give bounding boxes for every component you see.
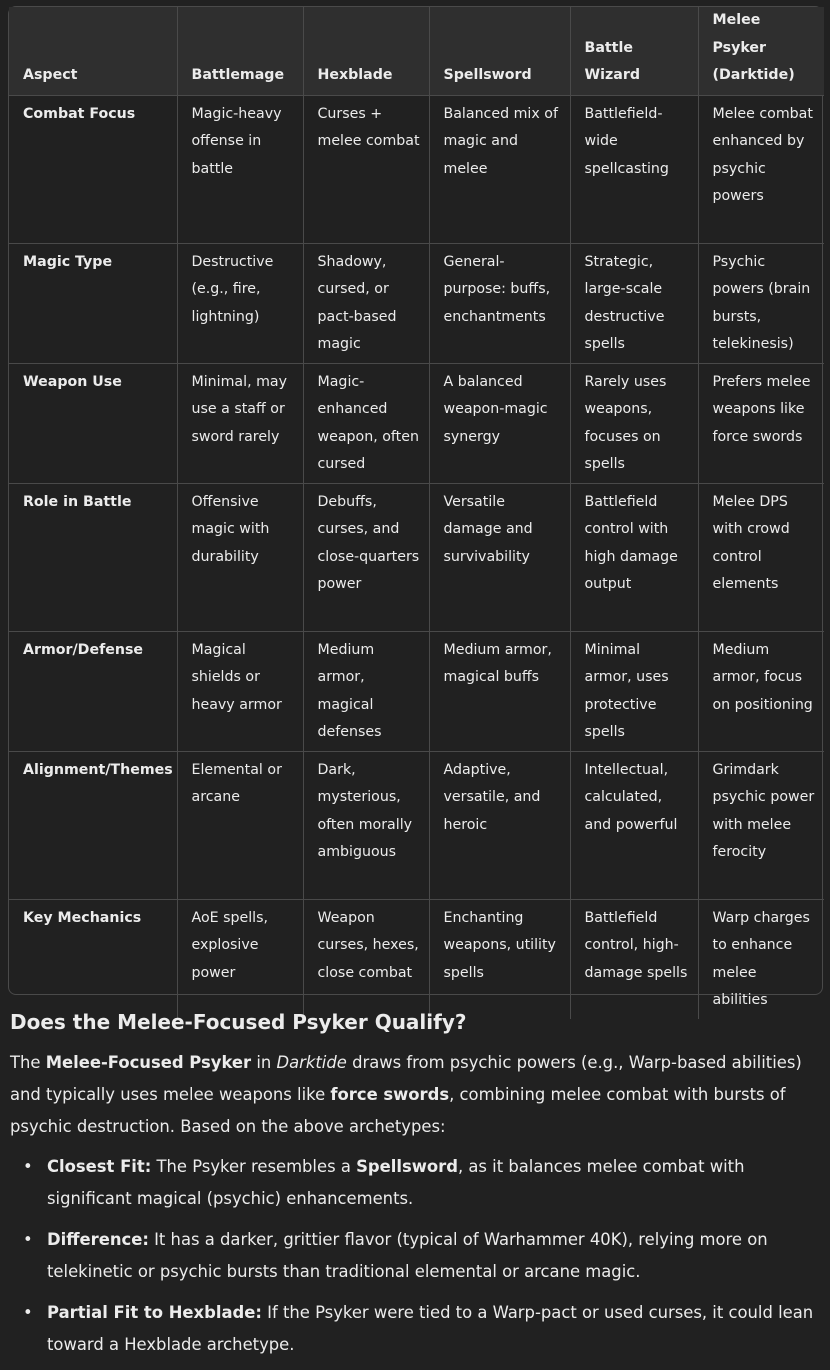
table-cell: Psychic powers (brain bursts, telekinesis) [698, 243, 824, 363]
table-cell: A balanced weapon-magic synergy [429, 363, 570, 483]
column-header: Aspect [9, 7, 177, 95]
table-row [9, 363, 824, 483]
table-cell: Rarely uses weapons, focuses on spells [570, 363, 698, 483]
table-cell: Versatile damage and survivability [429, 483, 570, 631]
table-cell: Minimal armor, uses protective spells [570, 631, 698, 751]
list-item-label: Difference: [47, 1230, 149, 1249]
row-aspect-label: Weapon Use [9, 363, 177, 483]
table-row [9, 751, 824, 899]
table-cell: Battlefield control, high-damage spells [570, 899, 698, 1019]
table-row [9, 95, 824, 243]
list-item-text: If the Psyker were tied to a Warp-pact or used curses, it could lean toward a Hexblade archetype. [47, 1303, 814, 1354]
table-cell: Magical shields or heavy armor [177, 631, 303, 751]
intro-italic-title: Darktide [276, 1053, 347, 1072]
table-cell: Weapon curses, hexes, close combat [303, 899, 429, 1019]
row-aspect-label: Magic Type [9, 243, 177, 363]
row-aspect-label: Combat Focus [9, 95, 177, 243]
intro-text: The [10, 1053, 46, 1072]
bullet-icon: • [23, 1230, 33, 1249]
table-cell: Warp charges to enhance melee abilities [698, 899, 824, 1019]
table-cell: Shadowy, cursed, or pact-based magic [303, 243, 429, 363]
row-aspect-label: Armor/Defense [9, 631, 177, 751]
bullet-icon: • [23, 1157, 33, 1176]
table-cell: Battlefield-wide spellcasting [570, 95, 698, 243]
list-item [23, 1151, 826, 1215]
table-cell: Grimdark psychic power with melee ferocity [698, 751, 824, 899]
intro-text: in [251, 1053, 277, 1072]
list-item-text: The Psyker resembles a [151, 1157, 357, 1176]
column-header: Spellsword [429, 7, 570, 95]
list-item-text: It has a darker, grittier flavor (typical of Warhammer 40K), relying more on telekinetic or psychic bursts than traditional elemental or arcane magic. [47, 1230, 768, 1281]
table-cell: Melee DPS with crowd control elements [698, 483, 824, 631]
table-row [9, 899, 824, 1019]
table-cell: Melee combat enhanced by psychic powers [698, 95, 824, 243]
list-item-bold: Spellsword [356, 1157, 458, 1176]
column-header: Battlemage [177, 7, 303, 95]
table-cell: Prefers melee weapons like force swords [698, 363, 824, 483]
table-cell: Curses + melee combat [303, 95, 429, 243]
column-header: Battle Wizard [570, 7, 698, 95]
table-cell: Dark, mysterious, often morally ambiguous [303, 751, 429, 899]
table-row [9, 631, 824, 751]
row-aspect-label: Role in Battle [9, 483, 177, 631]
list-item [23, 1297, 826, 1361]
table-cell: Medium armor, magical defenses [303, 631, 429, 751]
list-item-text: , as it balances melee combat with significant magical (psychic) enhancements. [47, 1157, 745, 1208]
table-cell: Strategic, large-scale destructive spells [570, 243, 698, 363]
bullet-list [10, 1151, 826, 1361]
intro-paragraph [10, 1047, 826, 1143]
table-row [9, 243, 824, 363]
bullet-icon: • [23, 1303, 33, 1322]
comparison-table-container [8, 6, 823, 1008]
table-cell: Minimal, may use a staff or sword rarely [177, 363, 303, 483]
answer-section [10, 1004, 826, 1370]
table-cell: Intellectual, calculated, and powerful [570, 751, 698, 899]
intro-text: , combining melee combat with bursts of psychic destruction. Based on the above archetypes: [10, 1085, 786, 1136]
table-cell: Medium armor, magical buffs [429, 631, 570, 751]
section-heading: Does the Melee-Focused Psyker Qualify? [10, 1010, 467, 1034]
table-cell: Elemental or arcane [177, 751, 303, 899]
table-cell: Balanced mix of magic and melee [429, 95, 570, 243]
list-item [23, 1224, 826, 1288]
table-cell: Magic-enhanced weapon, often cursed [303, 363, 429, 483]
table-header-row [9, 7, 824, 95]
row-aspect-label: Key Mechanics [9, 899, 177, 1019]
list-item-label: Closest Fit: [47, 1157, 152, 1176]
table-cell: Battlefield control with high damage output [570, 483, 698, 631]
table-cell: Magic-heavy offense in battle [177, 95, 303, 243]
table-cell: Adaptive, versatile, and heroic [429, 751, 570, 899]
intro-bold-weapon: force swords [330, 1085, 450, 1104]
column-header: Melee Psyker (Darktide) [698, 7, 824, 95]
table-cell: Destructive (e.g., fire, lightning) [177, 243, 303, 363]
table-cell: Offensive magic with durability [177, 483, 303, 631]
table-cell: Debuffs, curses, and close-quarters power [303, 483, 429, 631]
table-cell: AoE spells, explosive power [177, 899, 303, 1019]
intro-text: draws from psychic powers (e.g., Warp-based abilities) and typically uses melee weapons like [10, 1053, 802, 1104]
table-row [9, 483, 824, 631]
list-item-label: Partial Fit to Hexblade: [47, 1303, 262, 1322]
column-header: Hexblade [303, 7, 429, 95]
table-cell: Enchanting weapons, utility spells [429, 899, 570, 1019]
intro-bold-subject: Melee-Focused Psyker [45, 1053, 252, 1072]
table-cell: General-purpose: buffs, enchantments [429, 243, 570, 363]
archetype-comparison-table [9, 7, 824, 1019]
row-aspect-label: Alignment/Themes [9, 751, 177, 899]
table-cell: Medium armor, focus on positioning [698, 631, 824, 751]
